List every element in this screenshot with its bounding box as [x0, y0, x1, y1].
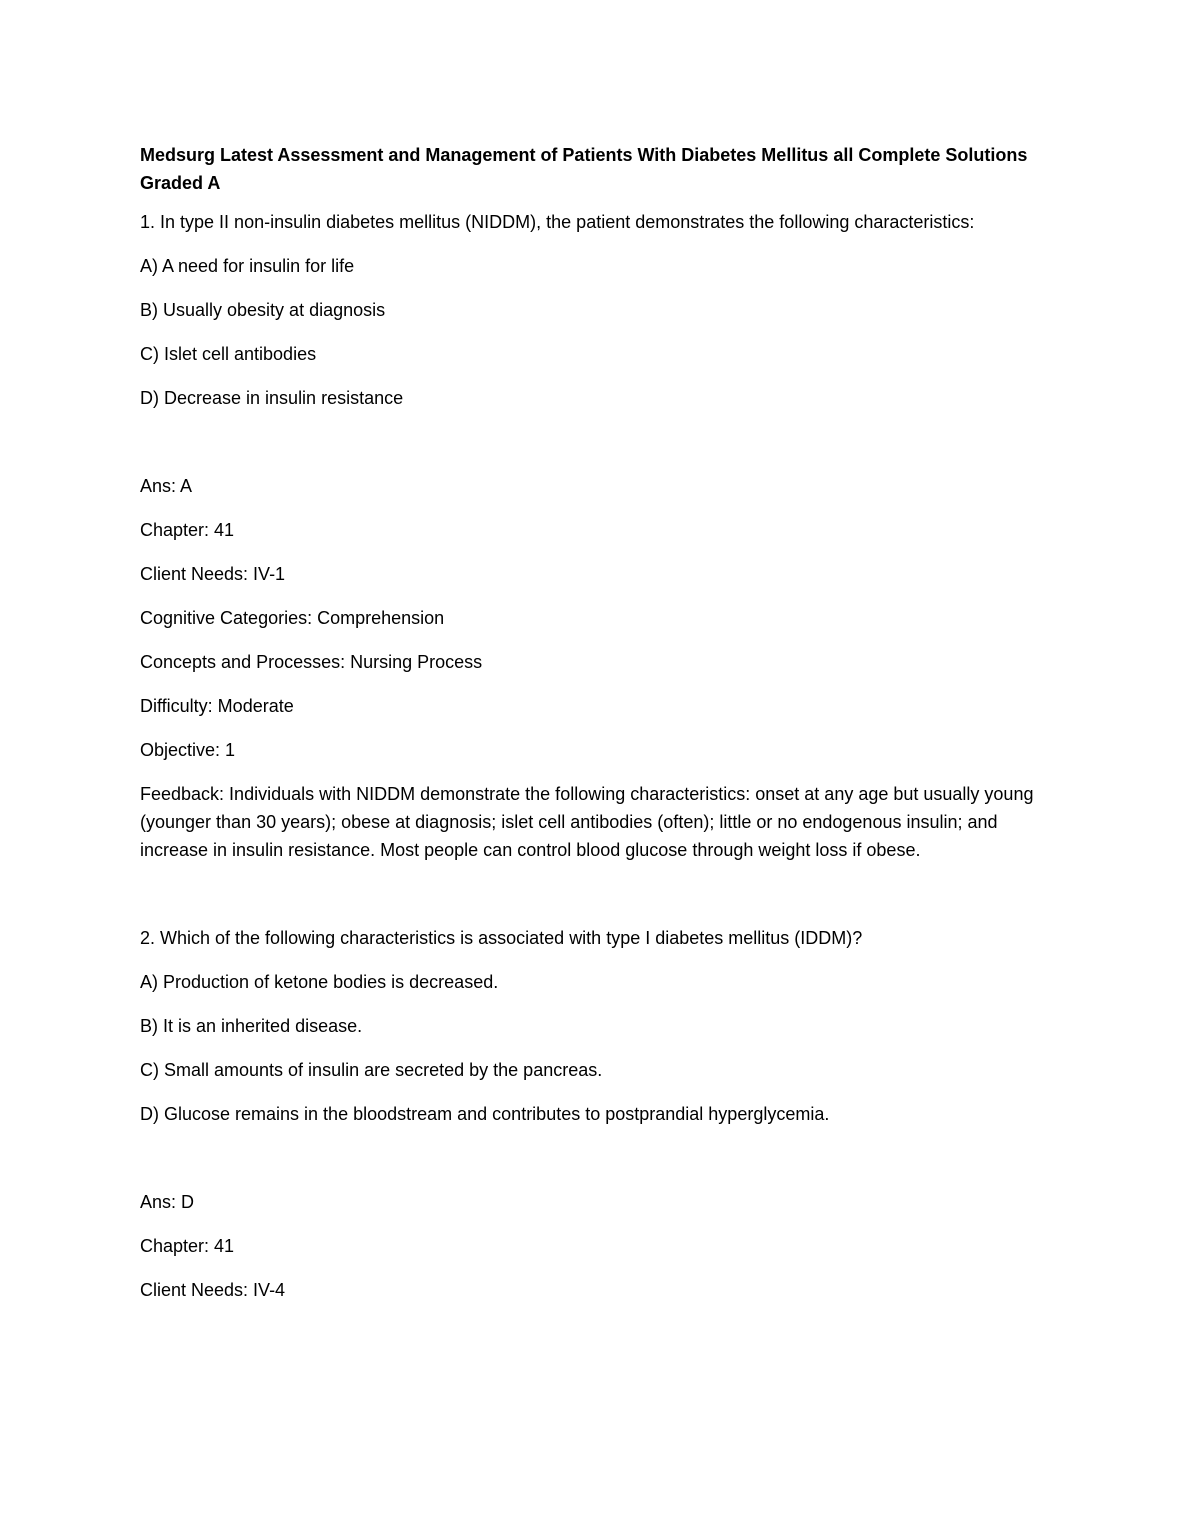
spacer	[140, 1144, 1040, 1188]
question-1	[140, 208, 1040, 924]
chapter: Chapter: 41	[140, 520, 235, 540]
option-d: D) Decrease in insulin resistance	[140, 388, 404, 408]
chapter: Chapter: 41	[140, 1236, 235, 1256]
client-needs: Client Needs: IV-1	[140, 564, 286, 584]
question-text: 1. In type II non-insulin diabetes mellitus (NIDDM), the patient demonstrates the following characteristics:	[140, 212, 975, 232]
option-c: C) Islet cell antibodies	[140, 344, 317, 364]
document-title: Medsurg Latest Assessment and Management of Patients With Diabetes Mellitus all Complete Solutions Graded A	[140, 145, 1028, 193]
option-b: B) It is an inherited disease.	[140, 1016, 363, 1036]
question-text: 2. Which of the following characteristics is associated with type I diabetes mellitus (IDDM)?	[140, 928, 863, 948]
answer: Ans: D	[140, 1192, 195, 1212]
difficulty: Difficulty: Moderate	[140, 696, 294, 716]
answer: Ans: A	[140, 476, 193, 496]
cognitive-categories: Cognitive Categories: Comprehension	[140, 608, 445, 628]
option-a: A) A need for insulin for life	[140, 256, 355, 276]
option-c: C) Small amounts of insulin are secreted by the pancreas.	[140, 1060, 603, 1080]
objective: Objective: 1	[140, 740, 236, 760]
client-needs: Client Needs: IV-4	[140, 1280, 286, 1300]
spacer	[140, 880, 1040, 924]
feedback: Feedback: Individuals with NIDDM demonstrate the following characteristics: onset at any age but usually young (younger than 30 years); obese at diagnosis; islet cell antibodies (often); little or no endogenous insulin; and increase in insulin resistance. Most people can control blood glucose through weight loss if obese.	[140, 784, 1034, 860]
option-d: D) Glucose remains in the bloodstream and contributes to postprandial hyperglycemia.	[140, 1104, 830, 1124]
question-2	[140, 924, 1040, 1304]
option-b: B) Usually obesity at diagnosis	[140, 300, 386, 320]
concepts-processes: Concepts and Processes: Nursing Process	[140, 652, 483, 672]
option-a: A) Production of ketone bodies is decreased.	[140, 972, 499, 992]
document-content	[140, 141, 1040, 1320]
spacer	[140, 428, 1040, 472]
